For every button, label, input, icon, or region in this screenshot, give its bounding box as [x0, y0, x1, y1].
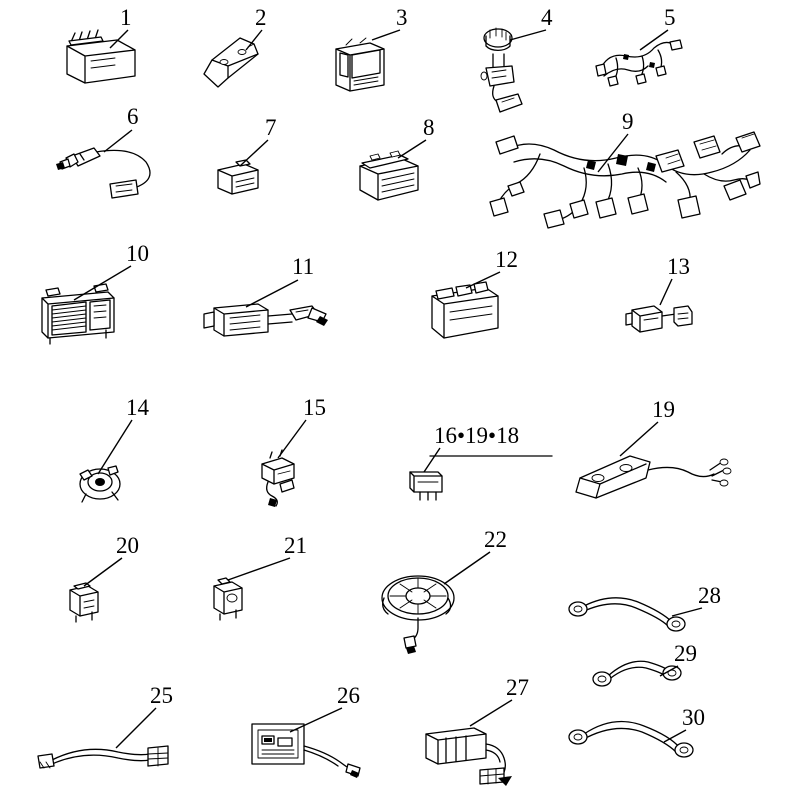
leader-line-26: [290, 708, 342, 732]
leader-line-27: [470, 700, 512, 726]
callout-label-20: 20: [116, 533, 139, 558]
leader-line-10: [74, 266, 131, 300]
callout-label-19: 19: [652, 397, 675, 422]
leader-line-14: [98, 420, 132, 474]
callout-label-28: 28: [698, 583, 721, 608]
callout-label-25: 25: [150, 683, 173, 708]
callout-label-9: 9: [622, 109, 634, 134]
callout-label-8: 8: [423, 115, 435, 140]
callout-label-7: 7: [265, 115, 277, 140]
leader-line-11: [246, 280, 298, 307]
leader-line-22: [444, 552, 490, 584]
callout-label-10: 10: [126, 241, 149, 266]
leader-line-19: [620, 422, 658, 456]
leader-line-2: [246, 30, 262, 50]
callout-label-12: 12: [495, 247, 518, 272]
callout-label-22: 22: [484, 527, 507, 552]
callout-label-11: 11: [292, 254, 315, 279]
leader-line-12: [466, 272, 500, 288]
callout-label-5: 5: [664, 5, 676, 30]
leader-line-16: [424, 448, 440, 472]
leader-line-4: [510, 30, 546, 40]
leader-line-30: [664, 730, 686, 742]
leader-line-7: [240, 140, 268, 166]
leader-line-3: [372, 30, 400, 40]
callout-label-3: 3: [396, 5, 408, 30]
leader-line-25: [116, 708, 156, 748]
leader-line-9: [598, 134, 628, 172]
leader-line-15: [278, 420, 306, 458]
leader-line-6: [104, 130, 132, 152]
callout-label-15: 15: [303, 395, 326, 420]
callout-label-14: 14: [126, 395, 149, 420]
callout-label-2: 2: [255, 5, 267, 30]
callout-label-1: 1: [120, 5, 132, 30]
callout-label-6: 6: [127, 104, 139, 129]
callout-label-4: 4: [541, 5, 553, 30]
leader-line-28: [672, 608, 702, 616]
leader-line-29: [660, 666, 678, 676]
leader-line-8: [398, 140, 426, 158]
callout-label-30: 30: [682, 705, 705, 730]
leader-line-20: [84, 558, 122, 586]
leader-line-21: [228, 558, 290, 580]
callout-label-21: 21: [284, 533, 307, 558]
leader-line-13: [660, 279, 672, 305]
callout-label-26: 26: [337, 683, 360, 708]
callout-label-16: 16•19•18: [434, 423, 520, 448]
leader-line-5: [640, 30, 668, 50]
leader-line-1: [110, 30, 128, 48]
callout-label-27: 27: [506, 675, 529, 700]
callout-label-29: 29: [674, 641, 697, 666]
callout-label-13: 13: [667, 254, 690, 279]
